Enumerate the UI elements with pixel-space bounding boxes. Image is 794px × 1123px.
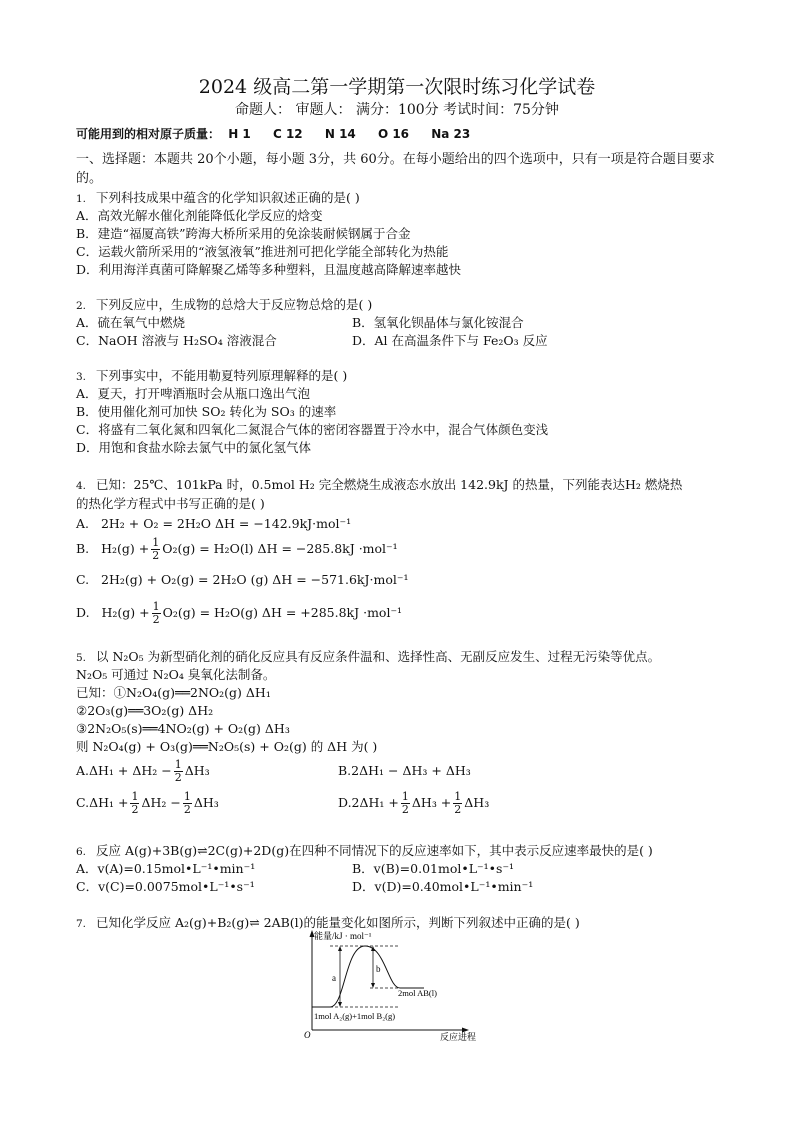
q5-ask: 则 N₂O₄(g) + O₃(g)══N₂O₅(s) + O₂(g) 的 ΔH 为( ) (76, 739, 378, 754)
question-number: 2. (76, 300, 87, 312)
arrow-a-head-bottom (338, 1002, 342, 1007)
fraction-half: $\frac{1}{2}$ (152, 536, 160, 562)
fraction-half: $\frac{1}{2}$ (183, 790, 191, 816)
question-text: 下列事实中，不能用勒夏特列原理解释的是( ) (96, 368, 348, 383)
question-5-stem (76, 648, 660, 667)
question-number: 5. (76, 652, 87, 664)
option-label: A. (76, 516, 90, 531)
question-number: 1. (76, 193, 87, 205)
label-b: b (376, 964, 381, 974)
q6-option-d[interactable]: D．v(D)=0.40mol•L⁻¹•min⁻¹ (352, 879, 534, 894)
question-2-stem (76, 296, 372, 315)
expr-post: ΔH₃ (184, 763, 210, 778)
question-text: 下列科技成果中蕴含的化学知识叙述正确的是( ) (96, 190, 360, 205)
q3-option-a[interactable]: A．夏天，打开啤酒瓶时会从瓶口逸出气泡 (76, 386, 311, 401)
q5-option-a[interactable] (76, 756, 210, 786)
question-6-stem (76, 842, 653, 861)
atomic-mass: C 12 (272, 127, 303, 141)
option-label: B. (76, 541, 90, 556)
atomic-mass: Na 23 (431, 127, 471, 141)
q5-reaction-3: ③2N₂O₅(s)══4NO₂(g) + O₂(g) ΔH₃ (76, 721, 290, 736)
question-text: 已知：25℃、101kPa 时，0.5mol H₂ 完全燃烧生成液态水放出 142.9kJ 的热量，下列能表达H₂ 燃烧热 (96, 477, 683, 492)
expr-mid: ΔH₃ + (411, 795, 452, 810)
q6-option-a[interactable]: A．v(A)=0.15mol•L⁻¹•min⁻¹ (76, 861, 256, 876)
q2-option-d[interactable]: D．Al 在高温条件下与 Fe₂O₃ 反应 (352, 333, 548, 348)
q6-option-b[interactable]: B．v(B)=0.01mol•L⁻¹•s⁻¹ (352, 861, 515, 876)
q6-option-c[interactable]: C．v(C)=0.0075mol•L⁻¹•s⁻¹ (76, 879, 255, 894)
expr-post: ΔH₃ (464, 795, 490, 810)
question-text: 反应 A(g)+3B(g)⇌2C(g)+2D(g)在四种不同情况下的反应速率如下，其中表示反应速率最快的是( ) (96, 843, 653, 858)
expr-mid: ΔH₂ − (141, 795, 181, 810)
q1-option-b[interactable]: B．建造“福厦高铁”跨海大桥所采用的免涂装耐候钢属于合金 (76, 226, 411, 241)
fraction-half: $\frac{1}{2}$ (454, 790, 462, 816)
question-number: 7. (76, 918, 87, 930)
y-axis-label: 能量/kJ · mol⁻¹ (314, 931, 372, 941)
exam-title: 2024 级高二第一学期第一次限时练习化学试卷 (198, 76, 596, 98)
option-label: D. (76, 605, 90, 620)
q5-option-d[interactable] (338, 788, 489, 818)
q2-option-a[interactable]: A．硫在氧气中燃烧 (76, 315, 186, 330)
x-axis-label: 反应进程 (440, 1032, 477, 1042)
q5-reaction-2: ②2O₃(g)══3O₂(g) ΔH₂ (76, 703, 214, 718)
reactant-label: 1mol A₂(g)+1mol B₂(g) (314, 1011, 396, 1021)
equation-post: O₂(g) = H₂O(g) ΔH = +285.8kJ ·mol⁻¹ (162, 605, 403, 620)
q2-option-c[interactable]: C．NaOH 溶液与 H₂SO₄ 溶液混合 (76, 333, 277, 348)
origin-label: O (304, 1030, 311, 1040)
equation: 2H₂ + O₂ = 2H₂O ΔH = −142.9kJ·mol⁻¹ (100, 516, 352, 531)
option-label: C. (76, 572, 90, 587)
question-text: 已知化学反应 A₂(g)+B₂(g)⇌ 2AB(l)的能量变化如图所示，判断下列叙述中正确的是( ) (96, 915, 580, 930)
energy-diagram (300, 928, 500, 1043)
expr-pre: D.2ΔH₁ + (338, 795, 399, 810)
q3-option-b[interactable]: B．使用催化剂可加快 SO₂ 转化为 SO₃ 的速率 (76, 404, 337, 419)
question-number: 6. (76, 846, 87, 858)
equation-post: O₂(g) = H₂O(l) ΔH = −285.8kJ ·mol⁻¹ (162, 541, 398, 556)
q3-option-c[interactable]: C．将盛有二氧化氮和四氧化二氮混合气体的密闭容器置于冷水中，混合气体颜色变浅 (76, 422, 549, 437)
atomic-masses (76, 125, 484, 143)
atomic-mass: H 1 (228, 127, 251, 141)
q2-option-b[interactable]: B．氢氧化钡晶体与氯化铵混合 (352, 315, 524, 330)
q5-option-c[interactable] (76, 788, 219, 818)
section-intro: 一、选择题：本题共 20个小题，每小题 3分，共 60分。在每小题给出的四个选项中，只有一项是符合题目要求的。 (76, 152, 715, 186)
q4-option-c[interactable] (76, 571, 408, 589)
q1-option-c[interactable]: C．运载火箭所采用的“液氢液氧”推进剂可把化学能全部转化为热能 (76, 244, 449, 259)
question-number: 3. (76, 371, 87, 383)
atomic-masses-label: 可能用到的相对原子质量： (76, 127, 221, 141)
equation-pre: H₂(g) + (101, 605, 150, 620)
q4-option-d[interactable] (76, 598, 402, 628)
question-text: 以 N₂O₅ 为新型硝化剂的硝化反应具有反应条件温和、选择性高、无副反应发生、过程无污染等优点。 (96, 649, 661, 664)
expr-pre: C.ΔH₁ + (76, 795, 129, 810)
equation-pre: H₂(g) + (101, 541, 150, 556)
q3-option-d[interactable]: D．用饱和食盐水除去氯气中的氯化氢气体 (76, 440, 312, 455)
question-1-stem (76, 189, 360, 208)
q1-option-a[interactable]: A．高效光解水催化剂能降低化学反应的焓变 (76, 208, 323, 223)
question-text: 下列反应中，生成物的总焓大于反应物总焓的是( ) (96, 297, 373, 312)
fraction-half: $\frac{1}{2}$ (401, 790, 409, 816)
arrow-a-head-top (338, 946, 342, 951)
label-a: a (332, 973, 336, 983)
exam-subtitle: 命题人： 审题人： 满分：100分 考试时间：75分钟 (235, 102, 559, 118)
question-number: 4. (76, 480, 87, 492)
question-5-stem-cont: N₂O₅ 可通过 N₂O₄ 臭氧化法制备。 (76, 667, 276, 682)
q4-option-a[interactable] (76, 515, 351, 533)
atomic-mass: O 16 (377, 127, 410, 141)
fraction-half: $\frac{1}{2}$ (174, 758, 182, 784)
arrow-b-head-top (371, 946, 375, 951)
atomic-mass: N 14 (324, 127, 356, 141)
fraction-half: $\frac{1}{2}$ (152, 600, 160, 626)
question-4-stem (76, 476, 682, 495)
q5-reaction-1: 已知：①N₂O₄(g)══2NO₂(g) ΔH₁ (76, 685, 271, 700)
expr-post: ΔH₃ (193, 795, 219, 810)
q5-option-b[interactable]: B.2ΔH₁ − ΔH₃ + ΔH₃ (338, 763, 471, 778)
arrow-b-head-bottom (371, 983, 375, 988)
q4-option-b[interactable] (76, 534, 398, 564)
question-4-stem-cont: 的热化学方程式中书写正确的是( ) (76, 496, 265, 511)
equation: 2H₂(g) + O₂(g) = 2H₂O (g) ΔH = −571.6kJ·mol⁻¹ (101, 572, 409, 587)
product-label: 2mol AB(l) (398, 988, 437, 998)
fraction-half: $\frac{1}{2}$ (131, 790, 139, 816)
expr-pre: A.ΔH₁ + ΔH₂ − (76, 763, 172, 778)
question-3-stem (76, 367, 347, 386)
q1-option-d[interactable]: D．利用海洋真菌可降解聚乙烯等多种塑料，且温度越高降解速率越快 (76, 262, 462, 277)
